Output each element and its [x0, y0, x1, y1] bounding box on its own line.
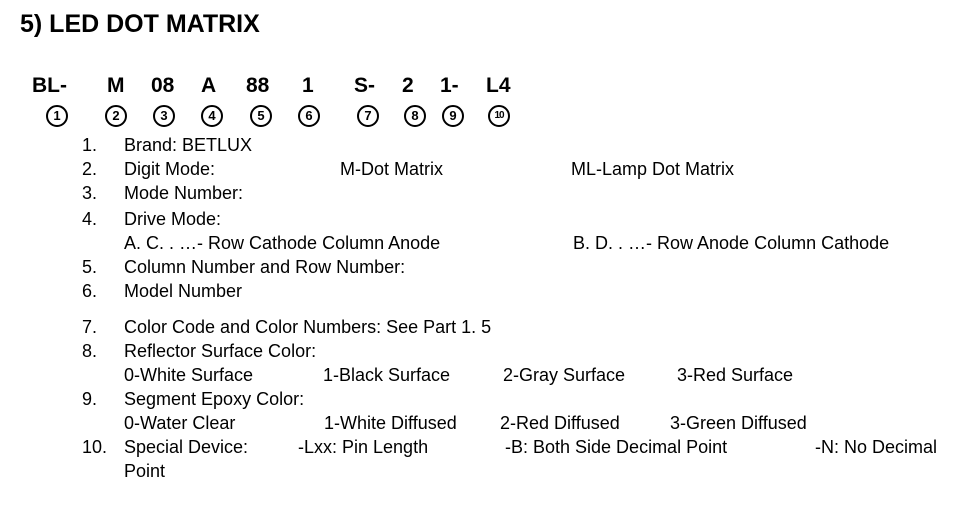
- special-option-b: -B: Both Side Decimal Point: [505, 437, 728, 457]
- color-code-label: Color Code and Color Numbers: See Part 1. 5: [124, 317, 492, 337]
- reflector-option-1: 1-Black Surface: [323, 365, 451, 385]
- circle-number-8: 8: [404, 105, 426, 127]
- code-part-colrow: 88: [246, 74, 270, 97]
- item-number-2: 2.: [82, 159, 98, 179]
- column-row-label: Column Number and Row Number:: [124, 257, 406, 277]
- special-option-lxx: -Lxx: Pin Length: [298, 437, 429, 457]
- special-option-n-continued: Point: [124, 461, 166, 481]
- code-part-drive: A: [201, 74, 217, 97]
- drive-mode-label: Drive Mode:: [124, 209, 222, 229]
- item-number-8: 8.: [82, 341, 98, 361]
- special-option-n: -N: No Decimal: [815, 437, 938, 457]
- mode-number-label: Mode Number:: [124, 183, 244, 203]
- epoxy-option-1: 1-White Diffused: [324, 413, 457, 433]
- circle-number-6: 6: [298, 105, 320, 127]
- item-number-4: 4.: [82, 209, 98, 229]
- code-part-brand: BL-: [32, 74, 67, 97]
- special-device-label: Special Device:: [124, 437, 249, 457]
- circle-number-7: 7: [357, 105, 379, 127]
- circle-number-9: 9: [442, 105, 464, 127]
- item-number-10: 10.: [82, 437, 108, 457]
- code-part-epoxy: 1-: [440, 74, 459, 97]
- reflector-option-2: 2-Gray Surface: [503, 365, 626, 385]
- code-part-model: 1: [302, 74, 314, 97]
- item-number-3: 3.: [82, 183, 98, 203]
- epoxy-option-2: 2-Red Diffused: [500, 413, 620, 433]
- brand-text: Brand: BETLUX: [124, 135, 253, 155]
- circle-number-1: 1: [46, 105, 68, 127]
- section-heading: 5) LED DOT MATRIX: [20, 10, 260, 38]
- item-number-9: 9.: [82, 389, 98, 409]
- epoxy-option-0: 0-Water Clear: [124, 413, 236, 433]
- digit-mode-ml: ML-Lamp Dot Matrix: [571, 159, 735, 179]
- digit-mode-label: Digit Mode:: [124, 159, 216, 179]
- circle-number-4: 4: [201, 105, 223, 127]
- epoxy-label: Segment Epoxy Color:: [124, 389, 305, 409]
- item-number-1: 1.: [82, 135, 98, 155]
- reflector-option-0: 0-White Surface: [124, 365, 254, 385]
- reflector-option-3: 3-Red Surface: [677, 365, 794, 385]
- item-number-6: 6.: [82, 281, 98, 301]
- digit-mode-m: M-Dot Matrix: [340, 159, 443, 179]
- code-part-special: L4: [486, 74, 511, 97]
- drive-mode-b: B. D. . …- Row Anode Column Cathode: [573, 233, 890, 253]
- circle-number-3: 3: [153, 105, 175, 127]
- circle-number-5: 5: [250, 105, 272, 127]
- reflector-label: Reflector Surface Color:: [124, 341, 317, 361]
- item-number-7: 7.: [82, 317, 98, 337]
- code-part-number: 08: [151, 74, 175, 97]
- circle-number-2: 2: [105, 105, 127, 127]
- item-number-5: 5.: [82, 257, 98, 277]
- drive-mode-a: A. C. . …- Row Cathode Column Anode: [124, 233, 441, 253]
- circle-number-10: 10: [488, 105, 510, 127]
- code-part-color: S-: [354, 74, 375, 97]
- code-part-mode: M: [107, 74, 125, 97]
- code-part-reflector: 2: [402, 74, 414, 97]
- epoxy-option-3: 3-Green Diffused: [670, 413, 807, 433]
- model-number-label: Model Number: [124, 281, 243, 301]
